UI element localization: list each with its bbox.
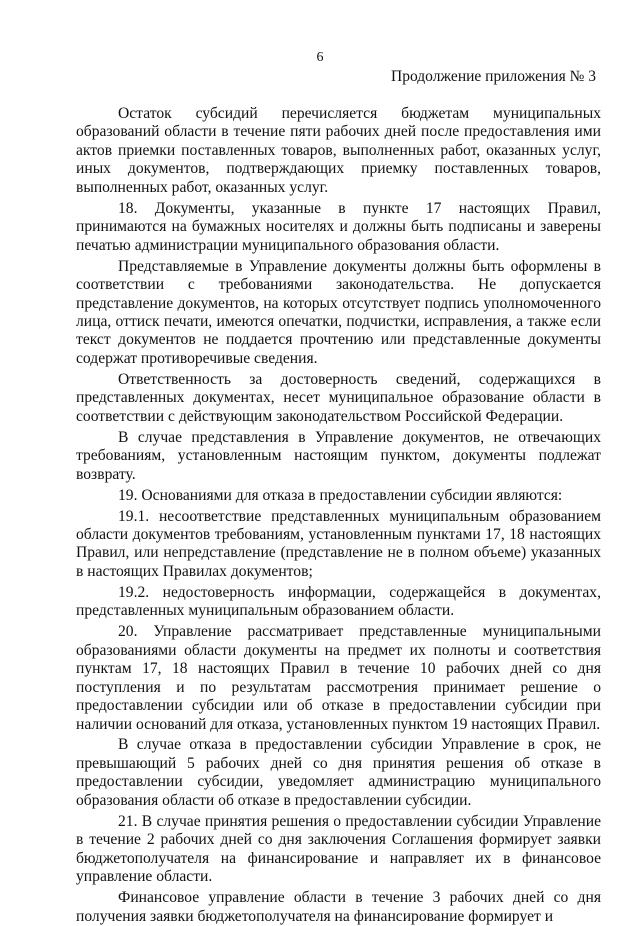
paragraph-document-requirements: Представляемые в Управление документы должны быть оформлены в соответствии с требованиями законодательства. Не допускается представление документов, на которых отсутствует подпись уполномоченного лица, оттиск печати, имеются опечатки, подчистки, исправления, а также если текст документов не поддается прочтению или представленные документы содержат противоречивые сведения.	[76, 257, 601, 367]
paragraph-20: 20. Управление рассматривает представленные муниципальными образованиями области документы на предмет их полноты и соответствия пунктам 17, 18 настоящих Правил в течение 10 рабочих дней со дня поступления и по результатам рассмотрения принимает решение о предоставлении субсидии или об отказе в предоставлении субсидии при наличии оснований для отказа, установленных пунктом 19 настоящих Правил.	[76, 623, 601, 733]
paragraph-responsibility: Ответственность за достоверность сведений, содержащихся в представленных документах, несет муниципальное образование области в соответствии с действующим законодательством Российской Федерации.	[76, 370, 601, 425]
page-number: 6	[316, 50, 324, 65]
paragraph-finance-department: Финансовое управление области в течение 3 рабочих дней со дня получения заявки бюджетополучателя на финансирование формирует и	[76, 889, 601, 925]
paragraph-19: 19. Основаниями для отказа в предоставлении субсидии являются:	[118, 486, 563, 504]
paragraph-21: 21. В случае принятия решения о предоставлении субсидии Управление в течение 2 рабочих дней со дня заключения Соглашения формирует заявки бюджетополучателя на финансирование и направляет их в финансовое управление области.	[76, 812, 601, 886]
appendix-continuation-note: Продолжение приложения № 3	[391, 68, 596, 85]
paragraph-18: 18. Документы, указанные в пункте 17 настоящих Правил, принимаются на бумажных носителях и должны быть подписаны и заверены печатью администрации муниципального образования области.	[76, 199, 601, 254]
paragraph-subsidy-remainder: Остаток субсидий перечисляется бюджетам муниципальных образований области в течение пяти рабочих дней после предоставления ими актов приемки поставленных товаров, выполненных работ, оказанных услуг, иных документов, подтверждающих приемку поставленных товаров, выполненных работ, оказанных услуг.	[76, 105, 601, 196]
paragraph-document-return: В случае представления в Управление документов, не отвечающих требованиям, установленным настоящим пунктом, документы подлежат возврату.	[76, 428, 601, 483]
paragraph-19-1: 19.1. несоответствие представленных муниципальным образованием области документов требованиям, установленным пунктами 17, 18 настоящих Правил, или непредставление (представление не в полном объеме) указанных в настоящих Правилах документов;	[76, 507, 601, 580]
paragraph-19-2: 19.2. недостоверность информации, содержащейся в документах, представленных муниципальным образованием области.	[76, 583, 601, 620]
document-body	[76, 105, 601, 926]
paragraph-refusal-notice: В случае отказа в предоставлении субсидии Управление в срок, не превышающий 5 рабочих дней со дня принятия решения об отказе в предоставлении субсидии, уведомляет администрацию муниципального образования области об отказе в предоставлении субсидии.	[76, 736, 601, 809]
